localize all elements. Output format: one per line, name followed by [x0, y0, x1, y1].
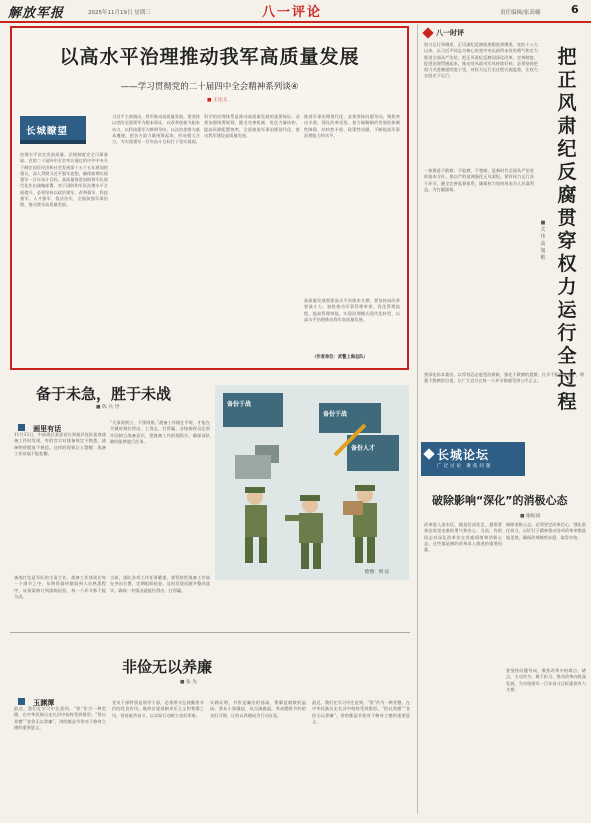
bottom-article-col-3: 实践证明，节俭是廉洁的基础，奢靡是腐败的温床。要从小事做起、从点滴做起，养成勤俭节约的良好习惯，让俭以养德成为行动自觉。	[210, 700, 306, 718]
middle-article-col-2: “凡事预则立，不预则废。”战备工作做在平时，才能在关键时刻拉得出、上得去、打得赢。各级指挥员必须牢固树立战备意识，把战备工作抓细抓实，确保部队随时能够遂行任务。	[110, 420, 210, 444]
cartoon-illustration	[215, 385, 409, 580]
lead-article-title[interactable]: 以高水平治理推动我军高质量发展	[59, 46, 360, 68]
header-rule	[0, 21, 591, 23]
column-badge: 长城瞭望	[20, 116, 86, 144]
page-number: 6	[571, 3, 579, 16]
bottom-article-title[interactable]: 非俭无以养廉	[122, 658, 213, 676]
lead-article-col-2: 习近平主席指出，我军推动高质量发展，要坚持以党的全面领导为根本保证，以改革创新为根本动力，以科技强军为鲜明导向，以法治思维为基本遵循，把各方面力量统筹起来，形成强大合力，为实现建军一百年奋斗目标打下坚实基础。	[112, 114, 200, 145]
middle-article-title[interactable]: 备于未急，胜于未战	[36, 385, 172, 403]
middle-article-col-4: 当前，部队各项工作任务繁重，要坚持把战备工作放在突出位置，定期组织检查，及时发现问题并整改落实，确保一有情况就能拉得出、打得赢。	[110, 575, 210, 593]
bottom-right-title[interactable]: 破除影响“深化”的消极心态	[432, 494, 568, 507]
forum-title: 长城论坛	[437, 448, 490, 462]
forum-badge	[421, 442, 525, 476]
right-article-text-1: 权力运行到哪里，正风肃纪反腐就要跟进到哪里。党的十八大以来，以习近平同志为核心的党中央以前所未有的勇气和定力推进全面从严治党，把正风肃纪反腐同深化改革、完善制度、促进治理贯通起来，推动党风政风军风持续好转。必须坚持把权力关进制度的笼子里，对权力运行全过程实施监督，让权力在阳光下运行。	[424, 42, 538, 79]
right-article-text-3: 要深化标本兼治，以零容忍态度惩治腐败，强化不敢腐的震慑，扎牢不能腐的笼子，增强不想腐的自觉，让广大官兵在每一个环节都感受到公平正义。	[424, 372, 584, 384]
right-column-section-head: 八一时评	[436, 29, 464, 37]
middle-article-col-1: 11月13日，中部战区某部首长到基层连队检查战备工作时发现，有的官兵对战备规定不熟悉，战备物资摆放不规范。这样的现象让人警醒：战备工作丝毫不能松懈。	[14, 432, 106, 456]
right-article-author: ■ 关 伟 高 旭 彬	[540, 220, 546, 261]
bottom-article-col-4: 最近，我们在学习中注意到，“俭”作为一种美德，在中华民族历史长河中始终受到推崇。“俭以养德”“非俭无以养廉”，讲的都是节俭对于修身立德的重要意义。	[312, 700, 410, 724]
bottom-right-byline: ■ 谢振国	[520, 514, 541, 519]
bottom-right-col-3: 要坚持问题导向，聚焦改革中的难点、堵点，主动作为、敢于担当，推动改革向纵深发展，为实现建军一百年奋斗目标提供有力支撑。	[506, 668, 586, 692]
lead-article-col-1: 治理水平决定发展质量。法规制度完全可靠基础。党的二十届四中全会审议通过的中共中央关于制定国民经济和社会发展第十五个五年规划的建议，深入贯彻习近平强军思想，确保如期实现建军一百年奋斗目标，高质量推进国防和军队现代化作出战略部署。对于国防和军队治理水平全面提升，必须坚持以政治建军、改革强军、科技强军、人才强军、依法治军，全面加强军事治理，推动我军高质量发展。	[20, 152, 108, 208]
bottom-article-byline: ■ 张 先	[180, 680, 198, 685]
middle-article-col-3: 备战打仗是军队的主责主业。战备工作体现在每一个细节之中，从物资器材摆放到人员熟悉程序，从预案修订到演练检验，每一个环节都不能马虎。	[14, 575, 106, 599]
editor-credit: 责任编辑/张高楠	[500, 10, 541, 16]
lead-article-col-5: 高质量发展需要高水平治理来支撑。要坚持向改革要战斗力，加快推动军事管理革命，优化管理流程，提高管理效能，实现治理模式现代化转型，以高水平治理推动我军高质量发展。	[304, 298, 400, 322]
bottom-column-label-icon	[18, 698, 25, 705]
illustration-caption: 绘图：周 洁	[365, 570, 389, 575]
issue-date: 2025年11月19日 星期三	[88, 10, 151, 16]
middle-article-column: 画里有话	[33, 425, 62, 433]
section-title: 八一评论	[262, 5, 323, 20]
lead-article-box	[10, 26, 409, 370]
masthead: 解放军报	[8, 6, 65, 21]
bottom-article-col-2: 党员干部特别是领导干部，必须带头弘扬勤俭节约的优良作风，做到自觉抵制享乐主义和奢靡之风，坚持艰苦奋斗，以实际行动树立良好形象。	[112, 700, 204, 718]
cartoon-svg	[215, 385, 409, 580]
right-article-text-2: 一体推进不敢腐、不能腐、不想腐，是新时代全面从严治党的基本方针。要以严的基调强化正风肃纪，紧盯权力运行各个环节，健全完善监督体系，确保权力始终用来为人民谋利益、为打赢服务。	[424, 168, 534, 192]
bottom-right-col-1: 改革进入深水区，越是往深处走，越需要拿出攻坚克难的勇气和决心。当前，有的同志对深化改革存在畏难情绪和消极心态，这些都是制约改革深入推进的重要因素。	[424, 522, 502, 553]
lead-article-col-4: 推进军事治理现代化，必须坚持问题导向，聚焦突出矛盾，强化改革攻坚，着力破解制约发展的体制性障碍、结构性矛盾、政策性问题，不断提高军事治理能力和水平。	[304, 114, 400, 138]
section-marker-icon	[422, 27, 433, 38]
bottom-article-column: 玉渊潭	[33, 699, 55, 707]
section-divider	[10, 632, 410, 633]
illustration-sign-2: 备份于战	[323, 411, 348, 418]
illustration-sign-3: 备份人才	[351, 445, 376, 452]
forum-subtitle: 广泛讨论 聚焦问题	[437, 464, 493, 469]
lead-article-byline: ■ 王达玉	[207, 98, 228, 103]
column-label-icon	[18, 424, 25, 431]
bottom-right-col-2: 破除消极心态，必须坚定改革信心，强化责任担当，以钉钉子精神推动各项改革举措落地见效，确保改革蹄疾步稳、取得实效。	[506, 522, 586, 540]
middle-article-byline: ■ 陈 兵 世	[96, 405, 120, 410]
column-divider	[417, 24, 418, 814]
right-article-title[interactable]: 把正风肃纪反腐贯穿权力运行全过程	[557, 46, 577, 413]
forum-marker-icon	[423, 448, 434, 459]
illustration-sign-1: 备份于战	[227, 401, 252, 408]
lead-article-subtitle: ——学习贯彻党的二十届四中全会精神系列谈④	[120, 82, 299, 92]
bottom-article-col-1: 最近，我们在学习中注意到，“俭”作为一种美德，在中华民族历史长河中始终受到推崇。“俭以养德”“非俭无以养廉”，讲的都是节俭对于修身立德的重要意义。	[14, 706, 106, 730]
lead-article-col-3: 科学的治理体系是推动高质量发展的重要保证。必须加强统筹规划，健全完善机制，优化力量结构，提高资源配置效率，全面推进军事治理现代化，推动我军建设高质量发展。	[204, 114, 300, 138]
lead-article-author-note: （作者单位：武警上海总队）	[312, 355, 368, 360]
